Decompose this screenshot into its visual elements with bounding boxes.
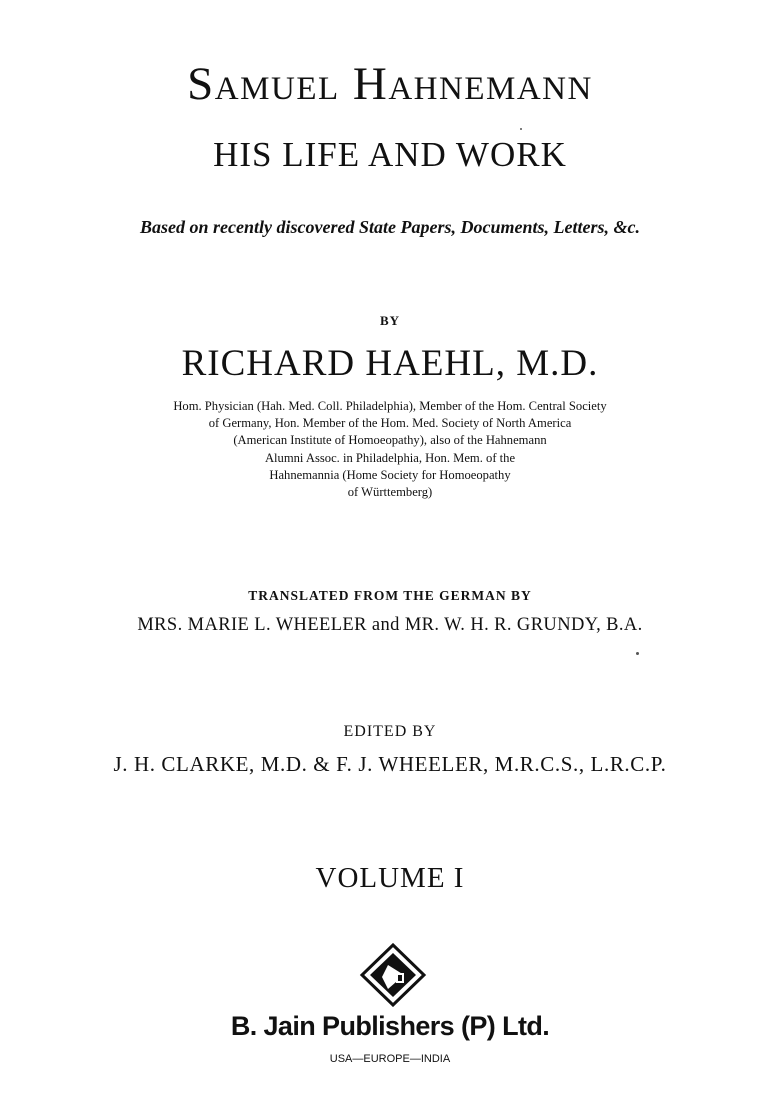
print-speck bbox=[636, 652, 639, 655]
book-title: Samuel Hahnemann bbox=[187, 58, 593, 110]
credentials-line: of Germany, Hon. Member of the Hom. Med. Society of North America bbox=[208, 416, 572, 431]
by-label: BY bbox=[379, 313, 401, 328]
editors: J. H. CLARKE, M.D. & F. J. WHEELER, M.R.C.S., L.R.C.P. bbox=[113, 752, 667, 776]
credentials-line: (American Institute of Homoeopathy), also of the Hahnemann bbox=[233, 433, 547, 448]
credentials-line: Hahnemannia (Home Society for Homoeopathy bbox=[269, 467, 511, 482]
translated-heading: TRANSLATED FROM THE GERMAN BY bbox=[248, 588, 532, 603]
author-name: RICHARD HAEHL, M.D. bbox=[181, 343, 599, 384]
publisher-name: B. Jain Publishers (P) Ltd. bbox=[230, 1011, 550, 1041]
based-on-note: Based on recently discovered State Papers, Documents, Letters, &c. bbox=[140, 217, 640, 237]
credentials-line: of Württemberg) bbox=[347, 485, 433, 500]
publisher-locations: USA—EUROPE—INDIA bbox=[329, 1053, 451, 1065]
book-subtitle: HIS LIFE AND WORK bbox=[213, 135, 567, 174]
translators: MRS. MARIE L. WHEELER and MR. W. H. R. GRUNDY, B.A. bbox=[137, 615, 643, 635]
volume-label: VOLUME I bbox=[315, 862, 465, 894]
author-credentials bbox=[0, 398, 780, 501]
diamond-publisher-logo-icon bbox=[358, 943, 428, 1007]
edited-heading: EDITED BY bbox=[343, 723, 437, 740]
print-speck bbox=[520, 128, 522, 130]
credentials-line: Hom. Physician (Hah. Med. Coll. Philadelphia), Member of the Hom. Central Society bbox=[173, 399, 607, 413]
credentials-line: Alumni Assoc. in Philadelphia, Hon. Mem. of the bbox=[264, 450, 516, 465]
